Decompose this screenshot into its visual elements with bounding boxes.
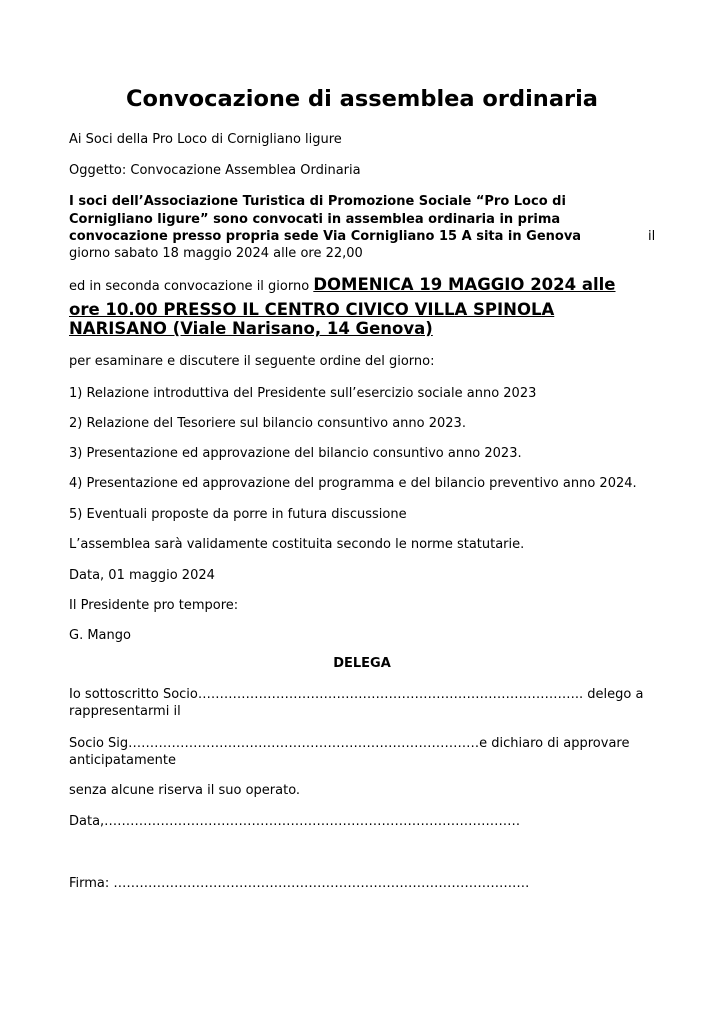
second-call-line-1	[69, 276, 616, 295]
signature-line: Firma: ……………………………………………………………………………………	[69, 876, 530, 891]
agenda-item: 1) Relazione introduttiva del Presidente sull’esercizio sociale anno 2023	[69, 386, 537, 401]
first-call-line-2: Cornigliano ligure” sono convocati in assemblea ordinaria in prima	[69, 212, 561, 227]
president-label: Il Presidente pro tempore:	[69, 598, 239, 613]
document-date: Data, 01 maggio 2024	[69, 568, 215, 583]
subject-line: Oggetto: Convocazione Assemblea Ordinaria	[69, 163, 361, 178]
second-call-line-2: ore 10.00 PRESSO IL CENTRO CIVICO VILLA SPINOLA	[69, 300, 555, 319]
delega-line-2: rappresentarmi il	[69, 704, 181, 719]
agenda-item: 2) Relazione del Tesoriere sul bilancio consuntivo anno 2023.	[69, 416, 466, 431]
delega-date-line: Data,……………………………………………………………………………………	[69, 814, 521, 829]
delega-line-4: anticipatamente	[69, 753, 176, 768]
second-call-intro: ed in seconda convocazione il giorno	[69, 279, 314, 294]
agenda-item: 4) Presentazione ed approvazione del programma e del bilancio preventivo anno 2024.	[69, 476, 637, 491]
first-call-line-3: convocazione presso propria sede Via Cornigliano 15 A sita in Genova	[69, 229, 582, 244]
validity-statement: L’assemblea sarà validamente costituita secondo le norme statutarie.	[69, 537, 525, 552]
second-call-line-3: NARISANO (Viale Narisano, 14 Genova)	[69, 319, 433, 338]
first-call-line-1: I soci dell’Associazione Turistica di Promozione Sociale “Pro Loco di	[69, 194, 566, 209]
delega-heading: DELEGA	[333, 656, 391, 671]
agenda-item: 5) Eventuali proposte da porre in futura discussione	[69, 507, 407, 522]
addressee-line: Ai Soci della Pro Loco di Cornigliano ligure	[69, 132, 342, 147]
first-call-line-4: giorno sabato 18 maggio 2024 alle ore 22,00	[69, 246, 363, 261]
agenda-item: 3) Presentazione ed approvazione del bilancio consuntivo anno 2023.	[69, 446, 522, 461]
delega-line-5: senza alcune riserva il suo operato.	[69, 783, 301, 798]
agenda-intro: per esaminare e discutere il seguente ordine del giorno:	[69, 354, 435, 369]
delega-line-1: Io sottoscritto Socio…………………………………………………………………………….. delego a	[69, 687, 644, 702]
second-call-date: DOMENICA 19 MAGGIO 2024 alle	[313, 275, 616, 294]
president-name: G. Mango	[69, 628, 131, 643]
delega-line-3: Socio Sig………………………………………………………………………e dichiaro di approvare	[69, 736, 630, 751]
first-call-line-3-tail: il	[648, 229, 656, 244]
document-title: Convocazione di assemblea ordinaria	[126, 86, 598, 112]
